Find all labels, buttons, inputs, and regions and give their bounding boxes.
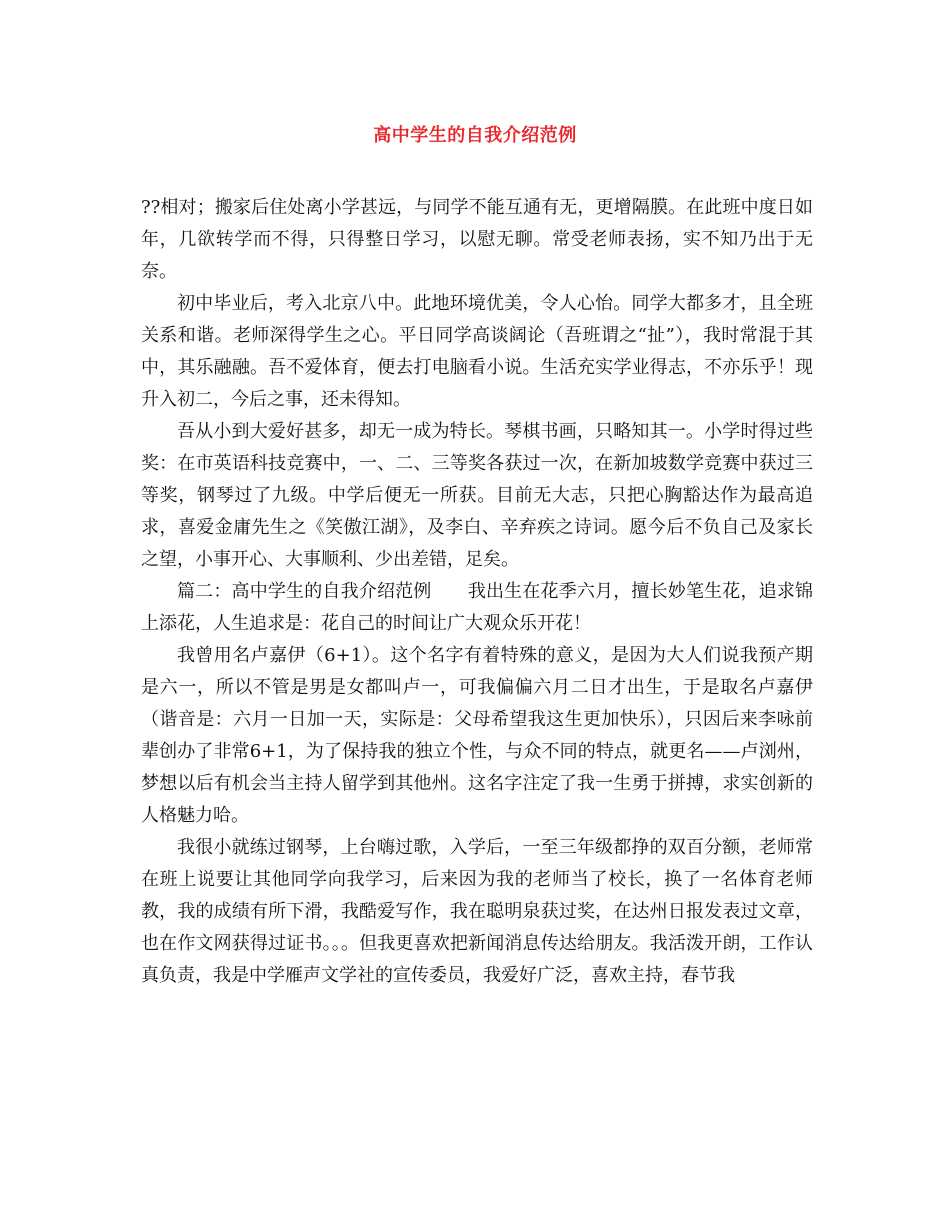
paragraph-1: ??相对；搬家后住处离小学甚远，与同学不能互通有无，更增隔膜。在此班中度日如年，几欲转学而不得，只得整日学习，以慰无聊。常受老师表扬，实不知乃出于无奈。	[141, 197, 813, 282]
document-title: 高中学生的自我介绍范例	[373, 125, 577, 146]
paragraph-3: 吾从小到大爱好甚多，却无一成为特长。琴棋书画，只略知其一。小学时得过些奖：在市英语科技竞赛中，一、二、三等奖各获过一次，在新加坡数学竞赛中获过三等奖，钢琴过了九级。中学后便无一所获。目前无大志，只把心胸豁达作为最高追求，喜爱金庸先生之《笑傲江湖》，及李白、辛弃疾之诗词。愿今后不负自己及家长之望，小事开心、大事顺利、少出差错，足矣。	[141, 421, 813, 570]
paragraph-5: 我曾用名卢嘉伊（6+1）。这个名字有着特殊的意义，是因为大人们说我预产期是六一，所以不管是男是女都叫卢一，可我偏偏六月二日才出生，于是取名卢嘉伊（谐音是：六月一日加一天，实际是：父母希望我这生更加快乐），只因后来李咏前辈创办了非常6+1，为了保持我的独立个性，与众不同的特点，就更名——卢浏州，梦想以后有机会当主持人留学到其他州。这名字注定了我一生勇于拼搏，求实创新的人格魅力哈。	[141, 645, 813, 826]
document-body	[141, 192, 813, 992]
paragraph-2: 初中毕业后，考入北京八中。此地环境优美，令人心怡。同学大都多才，且全班关系和谐。老师深得学生之心。平日同学高谈阔论（吾班谓之“扯”），我时常混于其中，其乐融融。吾不爱体育，便去打电脑看小说。生活充实学业得志，不亦乐乎！现升入初二，今后之事，还未得知。	[141, 293, 813, 410]
paragraph-4: 篇二：高中学生的自我介绍范例 我出生在花季六月，擅长妙笔生花，追求锦上添花，人生追求是：花自己的时间让广大观众乐开花！	[141, 581, 813, 634]
paragraph-6: 我很小就练过钢琴，上台嗨过歌，入学后，一至三年级都挣的双百分额，老师常在班上说要让其他同学向我学习，后来因为我的老师当了校长，换了一名体育老师教，我的成绩有所下滑，我酷爱写作，我在聪明泉获过奖，在达州日报发表过文章，也在作文网获得过证书。。。但我更喜欢把新闻消息传达给朋友。我活泼开朗，工作认真负责，我是中学雁声文学社的宣传委员，我爱好广泛，喜欢主持，春节我	[141, 837, 813, 986]
